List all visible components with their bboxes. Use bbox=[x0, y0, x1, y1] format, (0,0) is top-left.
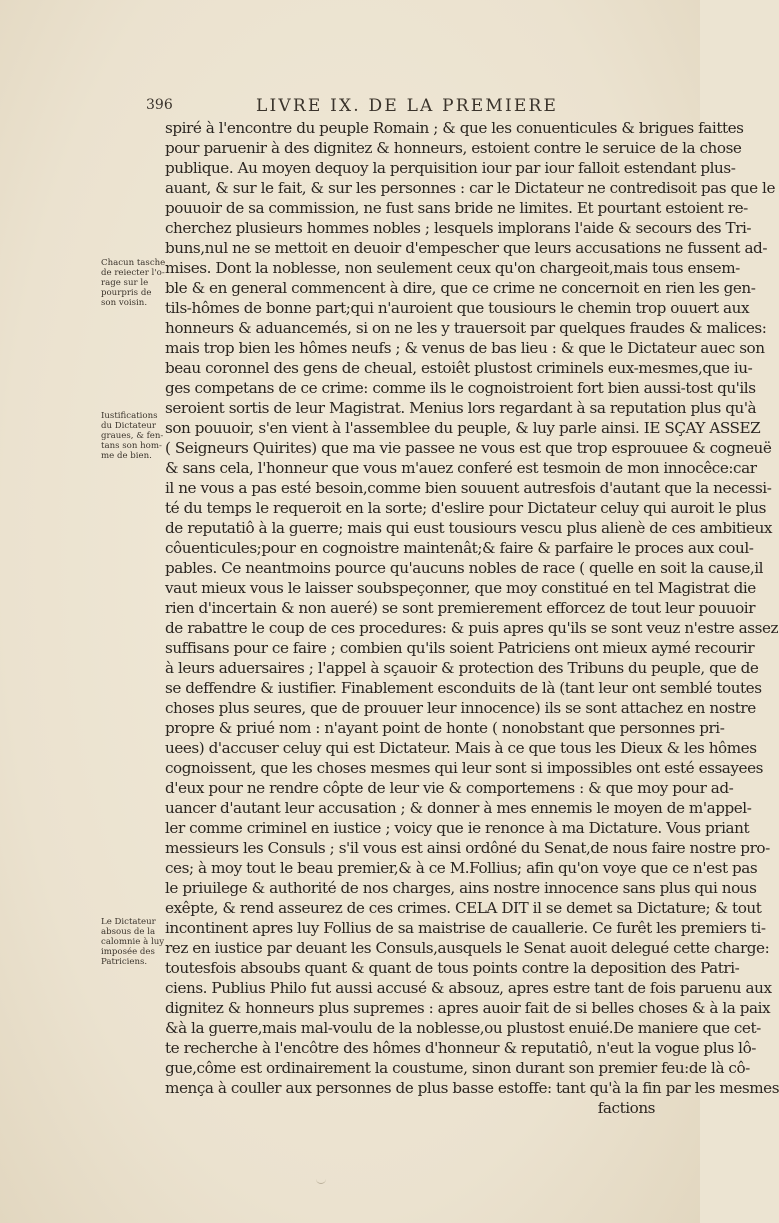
text-line: mais trop bien les hômes neufs ; & venus de bas lieu : & que le Dictateur auec son bbox=[165, 339, 765, 357]
page-mark bbox=[316, 1175, 326, 1184]
text-line: suffisans pour ce faire ; combien qu'ils soient Patriciens ont mieux aymé recourir bbox=[165, 639, 755, 657]
margin-note-line: calomnie à luy bbox=[101, 937, 165, 947]
margin-note-line: graues, & fen- bbox=[101, 431, 164, 441]
text-line: côuenticules;pour en cognoistre maintenât;& faire & parfaire le proces aux coul- bbox=[165, 539, 754, 557]
text-line: ble & en general commencent à dire, que ce crime ne concernoit en rien les gen- bbox=[165, 279, 756, 297]
margin-note-line: Chacun tasche bbox=[101, 258, 166, 268]
text-line: d'eux pour ne rendre côpte de leur vie & comportemens : & que moy pour ad- bbox=[165, 779, 734, 797]
text-line: son pouuoir, s'en vient à l'assemblee du peuple, & luy parle ainsi. IE SÇAY ASSEZ bbox=[165, 419, 761, 437]
text-line: ces; à moy tout le beau premier,& à ce M.Follius; afin qu'on voye que ce n'est pas bbox=[165, 859, 758, 877]
running-title: LIVRE IX. DE LA PREMIERE bbox=[256, 96, 559, 116]
margin-note-line: du Dictateur bbox=[101, 421, 156, 431]
margin-note-line: pourpris de bbox=[101, 288, 152, 298]
text-line: ges competans de ce crime: comme ils le cognoistroient fort bien aussi-tost qu'ils bbox=[165, 379, 756, 397]
text-line: cognoissent, que les choses mesmes qui leur sont si impossibles ont esté essayees bbox=[165, 759, 763, 777]
text-line: mença à couller aux personnes de plus basse estoffe: tant qu'à la fin par les mesmes bbox=[165, 1079, 779, 1097]
text-line: beau coronnel des gens de cheual, estoiêt plustost criminels eux-mesmes,que iu- bbox=[165, 359, 753, 377]
text-line: ciens. Publius Philo fut aussi accusé & absouz, apres estre tant de fois paruenu aux bbox=[165, 979, 772, 997]
text-line: cherchez plusieurs hommes nobles ; lesquels implorans l'aide & secours des Tri- bbox=[165, 219, 752, 237]
margin-note-line: tans son hom- bbox=[101, 441, 162, 451]
margin-note-2 bbox=[101, 411, 163, 461]
text-line: de rabattre le coup de ces procedures: & puis apres qu'ils se sont veuz n'estre assez bbox=[165, 619, 779, 637]
text-line: de reputatiô à la guerre; mais qui eust tousiours vescu plus alienè de ces ambitieux bbox=[165, 519, 773, 537]
text-line: il ne vous a pas esté besoin,comme bien souuent autresfois d'autant que la necessi- bbox=[165, 479, 772, 497]
text-line: pables. Ce neantmoins pource qu'aucuns nobles de race ( quelle en soit la cause,il bbox=[165, 559, 764, 577]
text-line: honneurs & aduancemés, si on ne les y trauersoit par quelques fraudes & malices: bbox=[165, 319, 767, 337]
text-line: uancer d'autant leur accusation ; & donner à mes ennemis le moyen de m'appel- bbox=[165, 799, 752, 817]
margin-note-line: Iustifications bbox=[101, 411, 158, 421]
text-line: pouuoir de sa commission, ne fust sans bride ne limites. Et pourtant estoient re- bbox=[165, 199, 748, 217]
text-line: toutesfois absoubs quant & quant de tous points contre la deposition des Patri- bbox=[165, 959, 740, 977]
text-line: mises. Dont la noblesse, non seulement ceux qu'on chargeoit,mais tous ensem- bbox=[165, 259, 740, 277]
text-line: té du temps le requeroit en la sorte; d'eslire pour Dictateur celuy qui auroit le plus bbox=[165, 499, 767, 517]
text-line: rez en iustice par deuant les Consuls,ausquels le Senat auoit delegué cette charge: bbox=[165, 939, 770, 957]
text-line: se deffendre & iustifier. Finablement esconduits de là (tant leur ont semblé toutes bbox=[165, 679, 762, 697]
text-line: à leurs aduersaires ; l'appel à sçauoir & protection des Tribuns du peuple, que de bbox=[165, 659, 759, 677]
margin-note-line: me de bien. bbox=[101, 451, 152, 461]
text-line: le priuilege & authorité de nos charges, ains nostre innocence sans plus qui nous bbox=[165, 879, 757, 897]
margin-note-1 bbox=[101, 258, 166, 308]
text-line: ler comme criminel en iustice ; voicy que ie renonce à ma Dictature. Vous priant bbox=[165, 819, 750, 837]
margin-note-3 bbox=[101, 917, 163, 967]
text-line: propre & priué nom : n'ayant point de honte ( nonobstant que personnes pri- bbox=[165, 719, 725, 737]
margin-note-line: Le Dictateur bbox=[101, 917, 156, 927]
text-line: auant, & sur le fait, & sur les personnes : car le Dictateur ne contredisoit pas que le bbox=[165, 179, 775, 197]
text-line: & sans cela, l'honneur que vous m'auez conferé est tesmoin de mon innocêce:car bbox=[165, 459, 757, 477]
text-line: rien d'incertain & non aueré) se sont premierement efforcez de tout leur pouuoir bbox=[165, 599, 756, 617]
text-line: buns,nul ne se mettoit en deuoir d'empescher que leurs accusations ne fussent ad- bbox=[165, 239, 767, 257]
margin-note-line: de reiecter l'o- bbox=[101, 268, 165, 278]
margin-note-line: imposée des bbox=[101, 947, 155, 957]
body-text bbox=[165, 118, 779, 1118]
text-line: &à la guerre,mais mal-voulu de la noblesse,ou plustost enuié.De maniere que cet- bbox=[165, 1019, 761, 1037]
text-line: exêpte, & rend asseurez de ces crimes. CELA DIT il se demet sa Dictature; & tout bbox=[165, 899, 762, 917]
text-line: messieurs les Consuls ; s'il vous est ainsi ordôné du Senat,de nous faire nostre pro- bbox=[165, 839, 770, 857]
text-line: dignitez & honneurs plus supremes : apres auoir fait de si belles choses & à la paix bbox=[165, 999, 771, 1017]
text-line: ( Seigneurs Quirites) que ma vie passee ne vous est que trop esprouuee & cogneuë bbox=[165, 439, 772, 457]
text-line: vaut mieux vous le laisser soubspeçonner, que moy constitué en tel Magistrat die bbox=[165, 579, 756, 597]
text-line: te recherche à l'encôtre des hômes d'honneur & reputatiô, n'eut la vogue plus lô- bbox=[165, 1039, 756, 1057]
text-line: uees) d'accuser celuy qui est Dictateur. Mais à ce que tous les Dieux & les hômes bbox=[165, 739, 757, 757]
margin-note-line: Patriciens. bbox=[101, 957, 148, 967]
text-line: tils-hômes de bonne part;qui n'auroient que tousiours le chemin trop ouuert aux bbox=[165, 299, 750, 317]
text-line: spiré à l'encontre du peuple Romain ; & que les conuenticules & brigues faittes bbox=[165, 119, 744, 137]
page-number: 396 bbox=[146, 97, 173, 113]
margin-note-line: rage sur le bbox=[101, 278, 149, 288]
text-line: choses plus seures, que de prouuer leur innocence) ils se sont attachez en nostre bbox=[165, 699, 756, 717]
text-line: factions bbox=[597, 1099, 655, 1117]
margin-note-line: son voisin. bbox=[101, 298, 148, 308]
text-line: seroient sortis de leur Magistrat. Menius lors regardant à sa reputation plus qu'à bbox=[165, 399, 757, 417]
text-line: gue,côme est ordinairement la coustume, sinon durant son premier feu:de là cô- bbox=[165, 1059, 750, 1077]
text-line: publique. Au moyen dequoy la perquisition iour par iour falloit estendant plus- bbox=[165, 159, 736, 177]
text-line: incontinent apres luy Follius de sa maistrise de cauallerie. Ce furêt les premiers ti- bbox=[165, 919, 766, 937]
margin-note-line: absous de la bbox=[101, 927, 156, 937]
text-line: pour paruenir à des dignitez & honneurs, estoient contre le seruice de la chose bbox=[165, 139, 742, 157]
